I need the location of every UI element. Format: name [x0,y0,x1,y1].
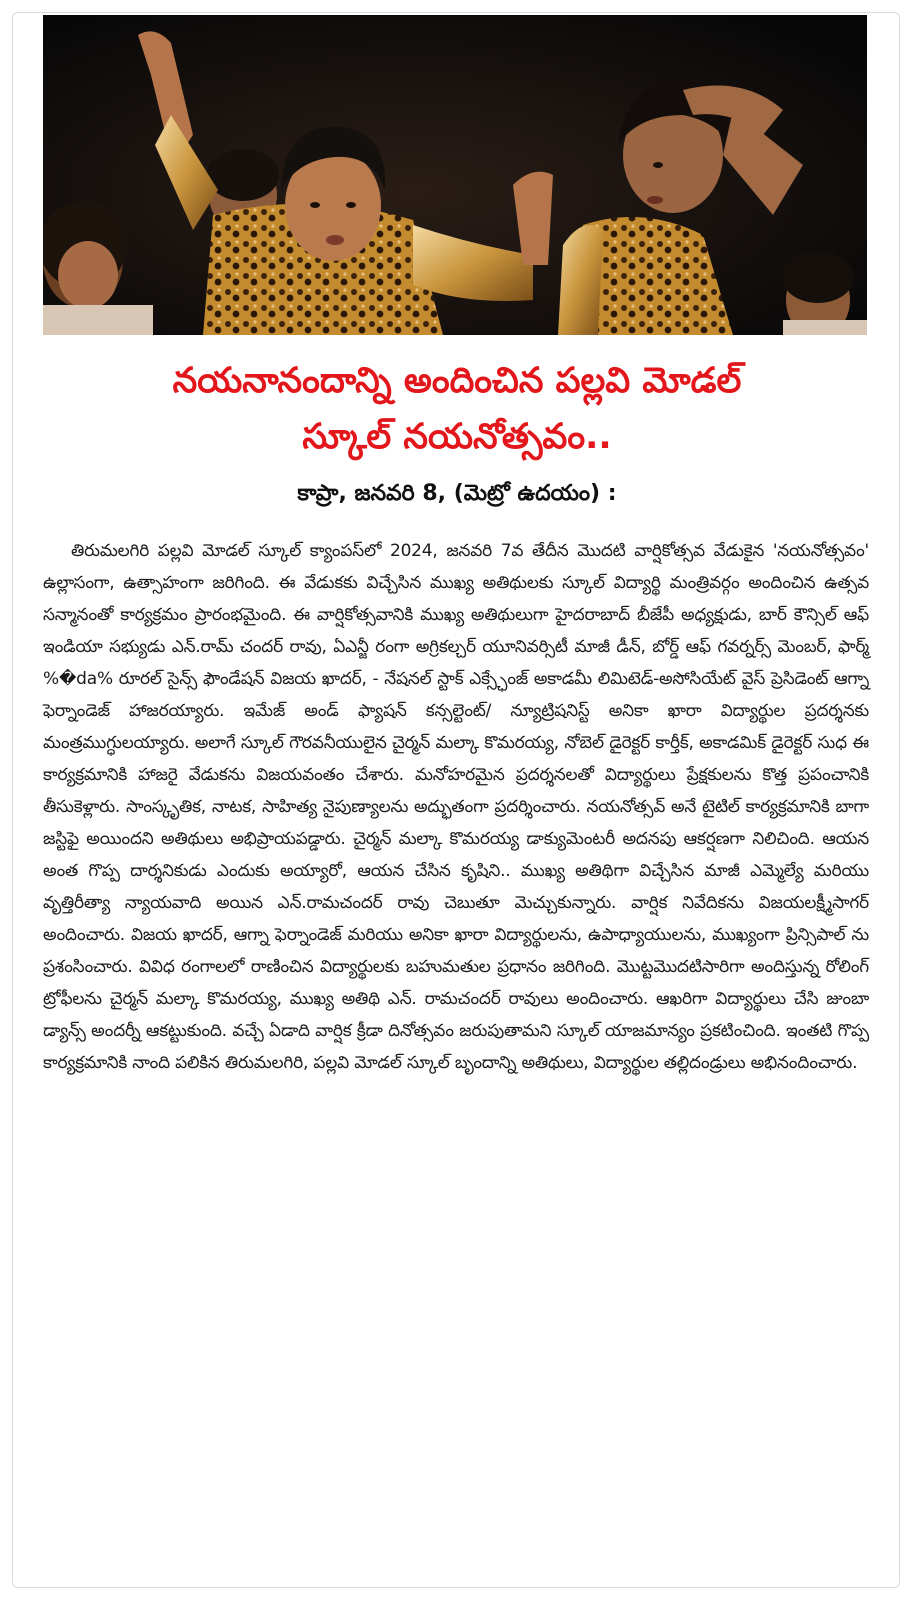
news-clipping [12,12,900,1588]
dateline: కాప్రా, జనవరి 8, (మెట్రో ఉదయం) : [297,481,617,506]
article-body: తిరుమలగిరి పల్లవి మోడల్ స్కూల్ క్యాంపస్‌లో 2024, జనవరి 7వ తేదీన మొదటి వార్షికోత్సవ వేడుకైన 'నయనోత్సవం' ఉల్లాసంగా, ఉత్సాహంగా జరిగింది. ఈ వేడుకకు విచ్చేసిన ముఖ్య అతిథులకు స్కూల్ విద్యార్థి మంత్రివర్గం అందించిన ఉత్సవ సన్మానంతో కార్యక్రమం ప్రారంభమైంది. ఈ వార్షికోత్సవానికి ముఖ్య అతిథులుగా హైదరాబాద్ బీజేపీ అధ్యక్షుడు, బార్ కౌన్సిల్ ఆఫ్ ఇండియా సభ్యుడు ఎన్.రామ్ చందర్ రావు, ఏఎన్జీ రంగా అగ్రికల్చర్ యూనివర్సిటీ మాజీ డీన్, బోర్డ్ ఆఫ్ గవర్నర్స్ మెంబర్, ఫార్మ్ %�da% రూరల్ సైన్స్ ఫౌండేషన్ విజయ ఖాదర్, - నేషనల్ స్టాక్ ఎక్స్ఛేంజ్ అకాడమీ లిమిటెడ్-అసోసియేట్ వైస్ ప్రెసిడెంట్ ఆగ్నా ఫెర్నాండెజ్ హాజరయ్యారు. ఇమేజ్ అండ్ ఫ్యాషన్ కన్సల్టెంట్/ న్యూట్రిషనిస్ట్ అనికా ఖారా విద్యార్థుల ప్రదర్శనకు మంత్రముగ్ధులయ్యారు. అలాగే స్కూల్ గౌరవనీయులైన చైర్మన్ మల్కా కొమరయ్య, నోబెల్ డైరెక్టర్ కార్తీక్, అకాడమిక్ డైరెక్టర్ సుధ ఈ కార్యక్రమానికి హాజరై వేడుకను విజయవంతం చేశారు. మనోహరమైన ప్రదర్శనలతో విద్యార్థులు ప్రేక్షకులను కొత్త ప్రపంచానికి తీసుకెళ్లారు. సాంస్కృతిక, నాటక, సాహిత్య నైపుణ్యాలను అద్భుతంగా ప్రదర్శించారు. నయనోత్సవ్ అనే టైటిల్ కార్యక్రమానికి బాగా జస్టిఫై అయిందని అతిథులు అభిప్రాయపడ్డారు. చైర్మన్ మల్కా కొమరయ్య డాక్యుమెంటరీ అదనపు ఆకర్షణగా నిలిచింది. ఆయన అంత గొప్ప దార్శనికుడు ఎందుకు అయ్యారో, ఆయన చేసిన కృషిని.. ముఖ్య అతిథిగా విచ్చేసిన మాజీ ఎమ్మెల్యే మరియు వృత్తిరీత్యా న్యాయవాది అయిన ఎన్.రామచందర్ రావు చెబుతూ మెచ్చుకున్నారు. వార్షిక నివేదికను విజయలక్ష్మీసాగర్ అందించారు. విజయ ఖాదర్, ఆగ్నా ఫెర్నాండెజ్ మరియు అనికా ఖారా విద్యార్థులను, ఉపాధ్యాయులను, ముఖ్యంగా ప్రిన్సిపాల్ ను ప్రశంసించారు. వివిధ రంగాలలో రాణించిన విద్యార్థులకు బహుమతుల ప్రధానం జరిగింది. మొట్టమొదటిసారిగా అందిస్తున్న రోలింగ్ ట్రోఫీలను చైర్మన్ మల్కా కొమరయ్య, ముఖ్య అతిథి ఎన్. రామచందర్ రావులు అందించారు. ఆఖరిగా విద్యార్థులు చేసి జుంబా డ్యాన్స్ అందర్నీ ఆకట్టుకుంది. వచ్చే ఏడాది వార్షిక క్రీడా దినోత్సవం జరుపుతామని స్కూల్ యాజమాన్యం ప్రకటించింది. ఇంతటి గొప్ప కార్యక్రమానికి నాంది పలికిన తిరుమలగిరి, పల్లవి మోడల్ స్కూల్ బృందాన్ని అతిథులు, విద్యార్థుల తల్లిదండ్రులు అభినందించారు. [43,541,869,1073]
headline-line-2: స్కూల్ నయనోత్సవం.. [302,417,612,457]
headline [13,353,901,465]
headline-line-1: నయనానందాన్ని అందించిన పల్లవి మోడల్ [172,361,742,401]
event-photo [43,15,867,335]
children-dancing-photo [43,15,867,335]
